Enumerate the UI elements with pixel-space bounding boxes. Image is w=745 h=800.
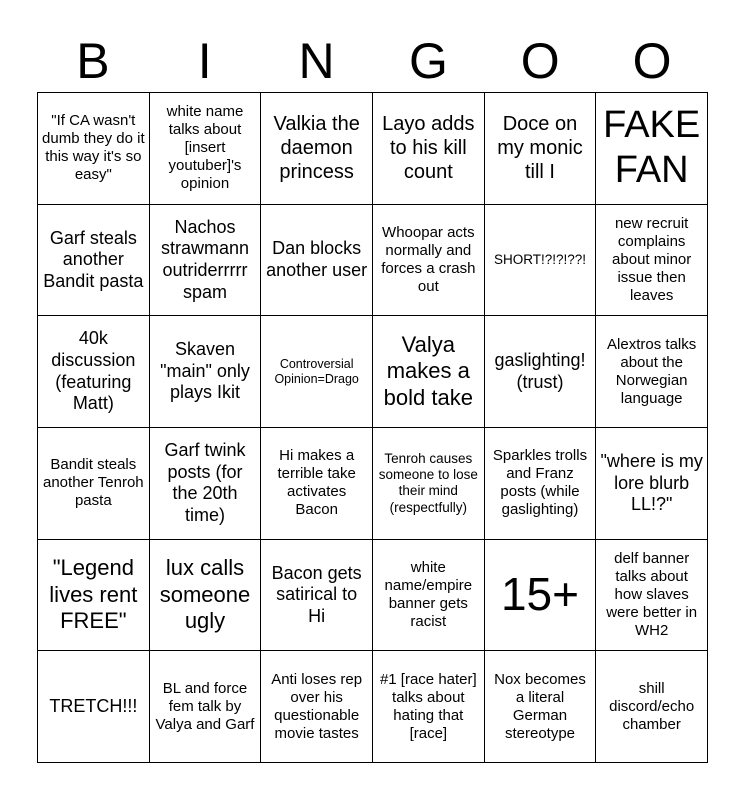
bingo-cell[interactable]: Valkia the daemon princess — [261, 93, 373, 205]
bingo-cell[interactable]: FAKE FAN — [596, 93, 708, 205]
bingo-cell[interactable]: Alextros talks about the Norwegian language — [596, 316, 708, 428]
bingo-cell[interactable]: Controversial Opinion=Drago — [261, 316, 373, 428]
bingo-cell[interactable]: "If CA wasn't dumb they do it this way it's so easy" — [38, 93, 150, 205]
bingo-cell[interactable]: TRETCH!!! — [38, 651, 150, 763]
bingo-cell[interactable]: 40k discussion (featuring Matt) — [38, 316, 150, 428]
bingo-cell[interactable]: Doce on my monic till I — [485, 93, 597, 205]
bingo-header — [37, 30, 708, 92]
bingo-board — [37, 92, 708, 763]
header-letter-o: O — [520, 33, 560, 89]
bingo-cell[interactable]: Skaven "main" only plays Ikit — [150, 316, 262, 428]
bingo-cell[interactable]: white name talks about [insert youtuber]'s opinion — [150, 93, 262, 205]
bingo-cell[interactable]: lux calls someone ugly — [150, 540, 262, 652]
bingo-cell[interactable]: Tenroh causes someone to lose their mind (respectfully) — [373, 428, 485, 540]
bingo-cell[interactable]: Bandit steals another Tenroh pasta — [38, 428, 150, 540]
bingo-cell[interactable]: shill discord/echo chamber — [596, 651, 708, 763]
bingo-cell[interactable]: 15+ — [485, 540, 597, 652]
bingo-cell[interactable]: Bacon gets satirical to Hi — [261, 540, 373, 652]
bingo-cell[interactable]: Garf twink posts (for the 20th time) — [150, 428, 262, 540]
bingo-cell[interactable]: SHORT!?!?!??! — [485, 205, 597, 317]
header-letter-g: G — [408, 33, 448, 89]
bingo-cell[interactable]: Anti loses rep over his questionable movie tastes — [261, 651, 373, 763]
bingo-cell[interactable]: Garf steals another Bandit pasta — [38, 205, 150, 317]
bingo-cell[interactable]: delf banner talks about how slaves were better in WH2 — [596, 540, 708, 652]
bingo-cell[interactable]: new recruit complains about minor issue then leaves — [596, 205, 708, 317]
bingo-cell[interactable]: Nachos strawmann outriderrrrr spam — [150, 205, 262, 317]
header-letter-n: N — [298, 33, 335, 89]
bingo-cell[interactable]: "Legend lives rent FREE" — [38, 540, 150, 652]
bingo-cell[interactable]: Nox becomes a literal German stereotype — [485, 651, 597, 763]
bingo-cell[interactable]: Whoopar acts normally and forces a crash out — [373, 205, 485, 317]
bingo-cell[interactable]: gaslighting!(trust) — [485, 316, 597, 428]
bingo-cell[interactable]: BL and force fem talk by Valya and Garf — [150, 651, 262, 763]
bingo-cell[interactable]: Layo adds to his kill count — [373, 93, 485, 205]
bingo-cell[interactable]: Hi makes a terrible take activates Bacon — [261, 428, 373, 540]
bingo-cell[interactable]: Dan blocks another user — [261, 205, 373, 317]
bingo-cell[interactable]: Sparkles trolls and Franz posts (while gaslighting) — [485, 428, 597, 540]
header-letter-b: B — [76, 33, 110, 89]
bingo-cell[interactable]: white name/empire banner gets racist — [373, 540, 485, 652]
header-letter-o-2: O — [632, 33, 672, 89]
bingo-cell[interactable]: "where is my lore blurb LL!?" — [596, 428, 708, 540]
header-letter-i: I — [197, 33, 212, 89]
bingo-cell[interactable]: #1 [race hater] talks about hating that [race] — [373, 651, 485, 763]
bingo-cell[interactable]: Valya makes a bold take — [373, 316, 485, 428]
